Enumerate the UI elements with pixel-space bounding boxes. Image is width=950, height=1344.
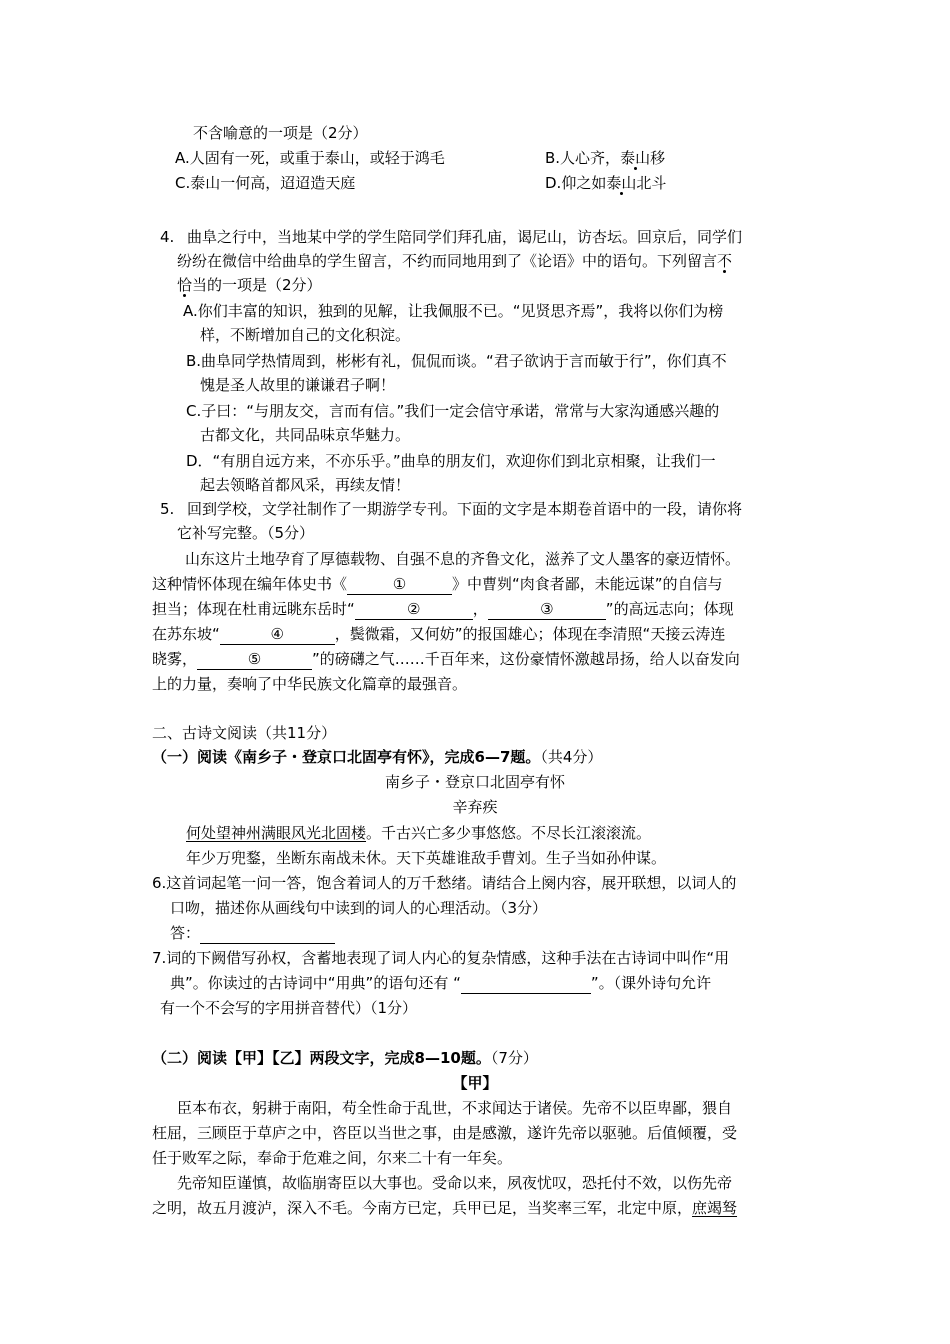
section-2-title: 二、古诗文阅读（共11分）: [152, 724, 337, 742]
q4-option-d-line2: 起去领略首都风采，再续友情！: [200, 476, 411, 494]
poem-title: 南乡子・登京口北固亭有怀: [384, 773, 565, 791]
q5-passage-line3: 担当；体现在杜甫远眺东岳时“ ② ， ③ ”的高远志向；体现: [152, 600, 734, 618]
q4-option-b-line2: 愧是圣人故里的谦谦君子啊！: [200, 376, 396, 394]
q4-option-c-line1: C.子曰：“与朋友交，言而有信。”我们一定会信守承诺，常常与大家沟通感兴趣的: [186, 402, 720, 420]
q6-stem-line2: 口吻，描述你从画线句中读到的词人的心理活动。（3分）: [170, 899, 548, 917]
q7-blank[interactable]: [461, 973, 591, 994]
subsection-1-title: （一）阅读《南乡子・登京口北固亭有怀》，完成6—7题。（共4分）: [152, 748, 603, 766]
poem-line1: 何处望神州满眼风光北固楼。千古兴亡多少事悠悠。不尽长江滚滚流。: [186, 824, 652, 842]
underlined-line: 何处望神州满眼风光北固楼: [186, 824, 367, 842]
q3-option-b: B.人心齐，泰山移: [545, 149, 666, 167]
jia-line4: 先帝知臣谨慎，故临崩寄臣以大事也。受命以来，夙夜忧叹，恐托付不效，以伤先帝: [177, 1174, 733, 1192]
q4-option-d-line1: D．“有朋自远方来，不亦乐乎。”曲阜的朋友们，欢迎你们到北京相聚，让我们一: [186, 452, 716, 470]
q4-option-b-line1: B.曲阜同学热情周到，彬彬有礼，侃侃而谈。“君子欲讷于言而敏于行”，你们真不: [186, 352, 727, 370]
jia-line5: 之明，故五月渡泸，深入不毛。今南方已定，兵甲已足，当奖率三军，北定中原，庶竭驽: [152, 1199, 738, 1217]
q6-stem-line1: 6.这首词起笔一问一答，饱含着词人的万千愁绪。请结合上阕内容，展开联想，以词人的: [152, 874, 737, 892]
answer-line[interactable]: [200, 923, 335, 944]
poem-line2: 年少万兜鍪，坐断东南战未休。天下英雄谁敌手曹刘。生子当如孙仲谋。: [186, 849, 667, 867]
jia-line1: 臣本布衣，躬耕于南阳，苟全性命于乱世，不求闻达于诸侯。先帝不以臣卑鄙，猥自: [177, 1099, 733, 1117]
q5-passage-line4: 在苏东坡“ ④ ，鬓微霜，又何妨”的报国雄心；体现在李清照“天接云涛连: [152, 625, 726, 643]
q5-passage-line2: 这种情怀体现在编年体史书《 ① 》中曹刿“肉食者鄙，未能远谋”的自信与: [152, 575, 723, 593]
q6-answer: 答：: [170, 921, 335, 945]
blank-2[interactable]: ②: [355, 599, 473, 620]
jia-line3: 任于败军之际，奉命于危难之间，尔来二十有一年矣。: [152, 1149, 513, 1167]
q4-stem-line1: 曲阜之行中，当地某中学的学生陪同学们拜孔庙，谒尼山，访杏坛。回京后，同学们: [187, 228, 743, 246]
emphasis-dot: 泰山: [620, 149, 651, 167]
q5-passage-line5: 晓雾， ⑤ ”的磅礴之气……千百年来，这份豪情怀激越昂扬，给人以奋发向: [152, 650, 740, 668]
q3-stem: 不含喻意的一项是（2分）: [193, 124, 368, 142]
blank-3[interactable]: ③: [488, 599, 606, 620]
q4-stem-line3: 恰当的一项是（2分）: [177, 276, 322, 294]
q3-option-a: A.人固有一死，或重于泰山，或轻于鸿毛: [175, 149, 445, 167]
underlined-phrase: 庶竭驽: [692, 1199, 738, 1217]
q4-option-a-line2: 样，不断增加自己的文化积淀。: [200, 326, 411, 344]
blank-5[interactable]: ⑤: [197, 649, 312, 670]
q3-option-d: D.仰之如泰山北斗: [545, 174, 667, 192]
q5-passage-line1: 山东这片土地孕育了厚德载物、自强不息的齐鲁文化，滋养了文人墨客的豪迈情怀。: [185, 550, 741, 568]
jia-line2: 枉屈，三顾臣于草庐之中，咨臣以当世之事，由是感激，遂许先帝以驱驰。后值倾覆，受: [152, 1124, 738, 1142]
q4-option-a-line1: A.你们丰富的知识，独到的见解，让我佩服不已。“见贤思齐焉”，我将以你们为榜: [183, 302, 724, 320]
blank-1[interactable]: ①: [347, 574, 452, 595]
q5-stem-line1: 回到学校，文学社制作了一期游学专刊。下面的文字是本期卷首语中的一段，请你将: [187, 500, 743, 518]
q5-number: 5.: [160, 500, 175, 518]
q3-option-c: C.泰山一何高，迢迢造天庭: [175, 174, 356, 192]
blank-4[interactable]: ④: [220, 624, 335, 645]
q4-option-c-line2: 古都文化，共同品味京华魅力。: [200, 426, 411, 444]
q5-passage-line6: 上的力量，奏响了中华民族文化篇章的最强音。: [152, 675, 468, 693]
q4-stem-line2: 纷纷在微信中给曲阜的学生留言，不约而同地用到了《论语》中的语句。下列留言不: [177, 252, 733, 270]
emphasis-dot: 泰山: [606, 174, 637, 192]
q5-stem-line2: 它补写完整。（5分）: [177, 524, 315, 542]
subsection-2-title: （二）阅读【甲】【乙】两段文字，完成8—10题。（7分）: [152, 1049, 538, 1067]
q7-stem-line2: 典”。你读过的古诗词中“用典”的语句还有 “ ”。（课外诗句允许: [170, 974, 712, 992]
q7-stem-line1: 7.词的下阙借写孙权，含蓄地表现了词人内心的复杂情感，这种手法在古诗词中叫作“用: [152, 949, 730, 967]
passage-jia-label: 【甲】: [452, 1074, 498, 1092]
q4-number: 4.: [160, 228, 175, 246]
q7-stem-line3: 有一个不会写的字用拼音替代）（1分）: [160, 999, 418, 1017]
poem-author: 辛弃疾: [452, 798, 498, 816]
